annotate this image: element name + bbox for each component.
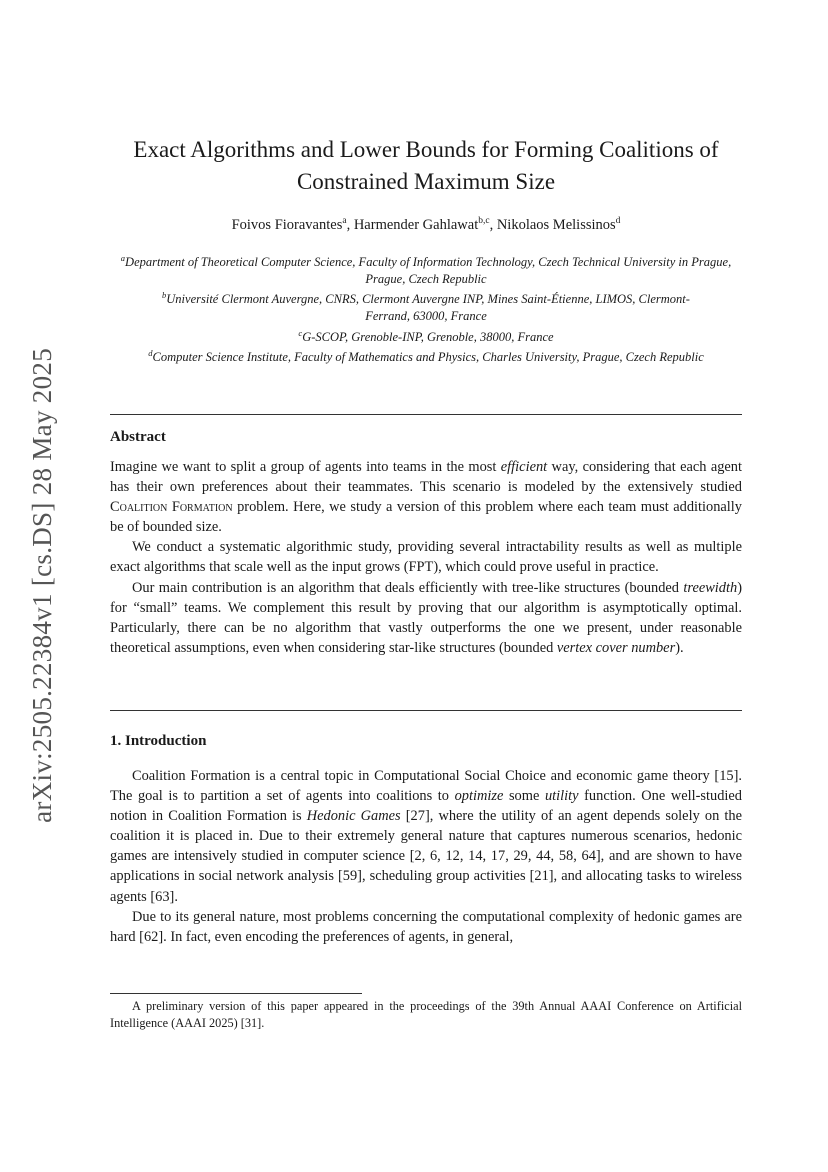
affiliation-item	[110, 325, 742, 346]
intro-paragraph	[110, 766, 742, 907]
abstract-bottom-rule	[110, 710, 742, 711]
emphasis: treewidth	[683, 579, 738, 596]
author-name: Foivos Fioravantes	[231, 216, 343, 233]
affiliation-item	[110, 345, 742, 366]
abstract-top-rule	[110, 414, 742, 415]
text-run: way, considering that each agent has their own preferences about their teammates. This scenario is modeled by the extensively studied	[110, 459, 742, 496]
footnote-rule	[110, 993, 362, 994]
abstract-paragraph	[110, 578, 742, 658]
text-run: function. One well-studied notion in Coalition Formation is	[110, 788, 743, 825]
author-sup: a	[342, 216, 347, 226]
affiliation-sup: d	[148, 348, 153, 359]
footnote-text: A preliminary version of this paper appeared in the proceedings of the 39th Annual AAAI Conference on Artificial Intelligence (AAAI 2025) [31].	[110, 999, 742, 1030]
paper-title	[110, 134, 742, 198]
author-sup: b,c	[478, 216, 490, 226]
small-caps: Coalition Formation	[110, 499, 233, 516]
author-sup: d	[615, 216, 621, 226]
text-run: [27], where the utility of an agent depends solely on the coalition it is placed in. Due to their extremely general nature that captures numerous scenarios, hedonic games are intensively studied in computer science [2, 6, 12, 14, 17, 29, 44, 58, 64], and are shown to have applications in social network analysis [59], scheduling group activities [21], and allocating tasks to wireless agents [63].	[110, 808, 742, 905]
abstract-heading: Abstract	[110, 429, 166, 445]
text-run: ) for “small” teams. We complement this result by proving that our algorithm is asymptotically optimal. Particularly, there can be no algorithm that vastly outperforms the one we present, under reasonable theoretical assumptions, even when considering star-like structures (bounded	[110, 579, 742, 656]
affiliation-sup: a	[120, 253, 126, 263]
affiliation-text: G-SCOP, Grenoble-INP, Grenoble, 38000, France	[302, 329, 554, 344]
text-run: ).	[675, 639, 684, 656]
emphasis: vertex cover number	[556, 639, 676, 656]
arxiv-identifier	[22, 340, 62, 830]
abstract-body	[110, 457, 742, 658]
affiliation-item	[110, 250, 742, 287]
arxiv-id-text: arXiv:2505.22384v1 [cs.DS] 28 May 2025	[26, 347, 57, 823]
text-run: problem. Here, we study a version of this problem where each team must additionally be of bounded size.	[110, 499, 742, 536]
title-line-2: Constrained Maximum Size	[296, 169, 556, 194]
affiliation-item	[110, 287, 742, 324]
text-run: Our main contribution is an algorithm that deals efficiently with tree-like structures (bounded	[132, 579, 684, 596]
author-list: Foivos Fioravantes$^a$, Harmender Gahlawat$^{b,c}$, Nikolaos Melissinos$^d$	[231, 216, 621, 233]
section-heading-introduction: 1. Introduction	[110, 733, 207, 749]
title-line-1: Exact Algorithms and Lower Bounds for Forming Coalitions of	[133, 137, 719, 162]
affiliation-text: Computer Science Institute, Faculty of Mathematics and Physics, Charles University, Prague, Czech Republic	[152, 350, 704, 365]
emphasis: utility	[544, 788, 579, 805]
footnote	[110, 998, 742, 1032]
text-run: Coalition Formation is a central topic in Computational Social Choice and economic game theory [15]. The goal is to partition a set of agents into coalitions to	[110, 768, 742, 805]
author-name: Harmender Gahlawat	[353, 216, 479, 233]
abstract-paragraph	[110, 457, 742, 537]
emphasis: efficient	[500, 459, 548, 475]
intro-paragraph: Due to its general nature, most problems concerning the computational complexity of hedonic games are hard [62]. In fact, even encoding the preferences of agents, in general,	[110, 908, 742, 945]
author-name: Nikolaos Melissinos	[496, 216, 616, 233]
introduction-body	[110, 766, 742, 947]
emphasis: optimize	[454, 788, 504, 805]
text-run: Imagine we want to split a group of agents into teams in the most	[110, 459, 501, 475]
affiliation-sup: c	[298, 327, 303, 338]
text-run: some	[503, 788, 545, 805]
abstract-paragraph: We conduct a systematic algorithmic study, providing several intractability results as well as multiple exact algorithms that scale well as the input grows (FPT), which could prove useful in practice.	[110, 539, 742, 576]
affiliations	[110, 250, 742, 366]
affiliation-text: Department of Theoretical Computer Science, Faculty of Information Technology, Czech Technical University in Prague, Prague, Czech Republic	[125, 255, 732, 286]
emphasis: Hedonic Games	[306, 808, 401, 825]
affiliation-text: Université Clermont Auvergne, CNRS, Clermont Auvergne INP, Mines Saint-Étienne, LIMOS, Clermont-Ferrand, 63000, France	[166, 292, 690, 324]
affiliation-sup: b	[162, 290, 167, 301]
